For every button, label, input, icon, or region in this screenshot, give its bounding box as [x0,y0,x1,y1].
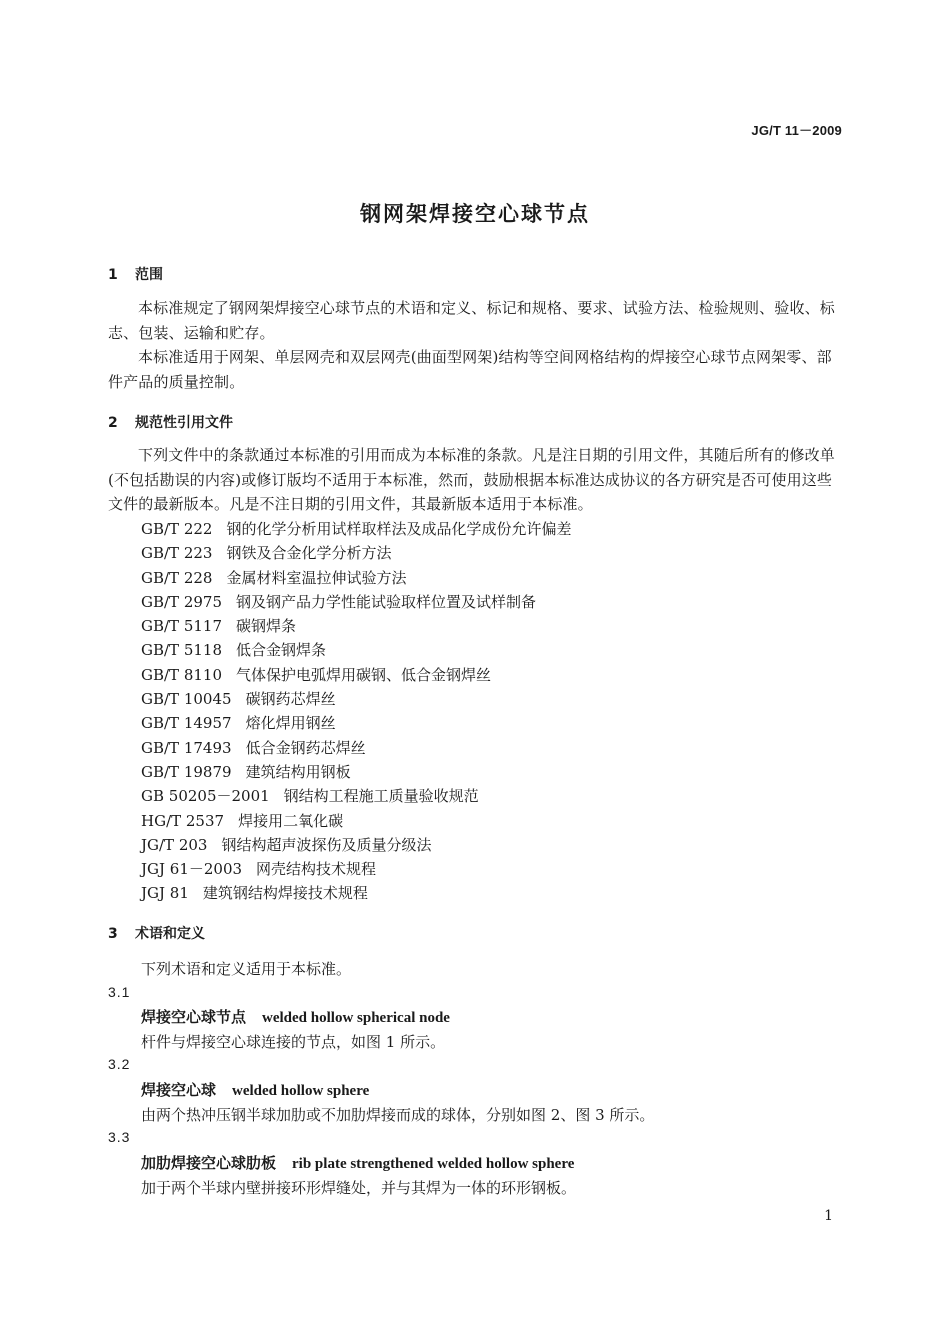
reference-title: 气体保护电弧焊用碳钢、低合金钢焊丝 [236,665,492,684]
term-definition: 由两个热冲压钢半球加肋或不加肋焊接而成的球体，分别如图 2、图 3 所示。 [141,1106,655,1124]
reference-title: 钢结构超声波探伤及质量分级法 [221,835,432,854]
term-name [141,1152,574,1173]
reference-title: 网壳结构技术规程 [256,860,377,879]
reference-code: GB/T 222 [141,520,213,538]
reference-item [141,711,571,735]
section-2-heading [108,412,233,432]
section-1-paragraph-2: 本标准适用于网架、单层网壳和双层网壳(曲面型网架)结构等空间网格结构的焊接空心球节点网架零、部件产品的质量控制。 [108,348,832,391]
reference-item [141,857,571,881]
term-name-cn: 焊接空心球节点 [141,1008,247,1026]
section-number: 3 [108,926,118,942]
reference-title: 碳钢药芯焊丝 [245,690,336,709]
reference-code: GB 50205－2001 [141,787,270,806]
reference-item [141,833,571,857]
reference-code: GB/T 223 [141,544,213,563]
reference-code: JGJ 61－2003 [141,860,243,879]
reference-title: 建筑结构用钢板 [245,762,351,781]
reference-item [141,736,571,760]
reference-title: 低合金钢焊条 [236,641,327,660]
reference-code: JGJ 81 [141,884,189,903]
term-definition: 加于两个半球内壁拼接环形焊缝处，并与其焊为一体的环形钢板。 [141,1179,577,1197]
page-number: 1 [824,1208,833,1224]
term-name-cn: 焊接空心球 [141,1081,217,1099]
reference-item [141,784,571,808]
reference-title: 钢及钢产品力学性能试验取样位置及试样制备 [236,592,537,611]
reference-title: 低合金钢药芯焊丝 [245,738,366,757]
section-title: 范围 [135,267,163,283]
reference-item [141,881,571,905]
reference-title: 钢结构工程施工质量验收规范 [283,787,479,806]
reference-item [141,614,571,638]
section-number: 1 [108,267,118,283]
section-3-intro: 下列术语和定义适用于本标准。 [141,960,352,978]
reference-title: 碳钢焊条 [236,617,297,636]
reference-title: 金属材料室温拉伸试验方法 [226,568,407,587]
normative-reference-list [141,517,571,906]
reference-title: 建筑钢结构焊接技术规程 [202,884,368,903]
reference-code: GB/T 8110 [141,665,223,684]
reference-item [141,590,571,614]
reference-item [141,517,571,541]
document-title: 钢网架焊接空心球节点 [360,202,590,226]
term-name [141,1006,450,1027]
reference-item [141,541,571,565]
term-definition: 杆件与焊接空心球连接的节点，如图 1 所示。 [141,1033,446,1051]
section-3-heading [108,923,205,943]
reference-item [141,566,571,590]
reference-code: GB/T 19879 [141,762,232,781]
reference-title: 焊接用二氧化碳 [238,811,344,830]
term-name [141,1079,369,1100]
reference-code: GB/T 17493 [141,738,232,757]
reference-item [141,760,571,784]
reference-item [141,687,571,711]
reference-title: 钢铁及合金化学分析方法 [226,544,392,563]
section-number: 2 [108,415,118,431]
section-title: 规范性引用文件 [135,415,233,431]
reference-item [141,663,571,687]
reference-title: 熔化焊用钢丝 [245,714,336,733]
term-number: 3.2 [108,1056,131,1072]
section-1-heading [108,264,163,284]
term-number: 3.1 [108,984,131,1000]
reference-item [141,809,571,833]
reference-code: GB/T 10045 [141,690,232,709]
term-name-en: rib plate strengthened welded hollow sphere [292,1156,575,1172]
section-title: 术语和定义 [135,926,205,942]
reference-code: GB/T 5118 [141,641,223,660]
reference-item [141,638,571,662]
reference-code: GB/T 2975 [141,592,223,611]
reference-code: HG/T 2537 [141,811,225,830]
reference-code: JG/T 203 [141,835,208,854]
standard-code: JG/T 11－2009 [751,123,842,138]
reference-code: GB/T 14957 [141,714,232,733]
section-2-intro: 下列文件中的条款通过本标准的引用而成为本标准的条款。凡是注日期的引用文件，其随后所有的修改单(不包括勘误的内容)或修订版均不适用于本标准，然而，鼓励根据本标准达成协议的各方研究是否可使用这些文件的最新版本。凡是不注日期的引用文件，其最新版本适用于本标准。 [108,446,835,513]
reference-code: GB/T 228 [141,568,213,587]
term-name-en: welded hollow spherical node [262,1010,450,1026]
term-name-en: welded hollow sphere [232,1083,370,1099]
section-1-paragraph-1: 本标准规定了钢网架焊接空心球节点的术语和定义、标记和规格、要求、试验方法、检验规则、验收、标志、包装、运输和贮存。 [108,299,835,342]
term-number: 3.3 [108,1129,131,1145]
term-name-cn: 加肋焊接空心球肋板 [141,1154,277,1172]
reference-title: 钢的化学分析用试样取样法及成品化学成份允许偏差 [226,520,572,538]
reference-code: GB/T 5117 [141,617,223,636]
